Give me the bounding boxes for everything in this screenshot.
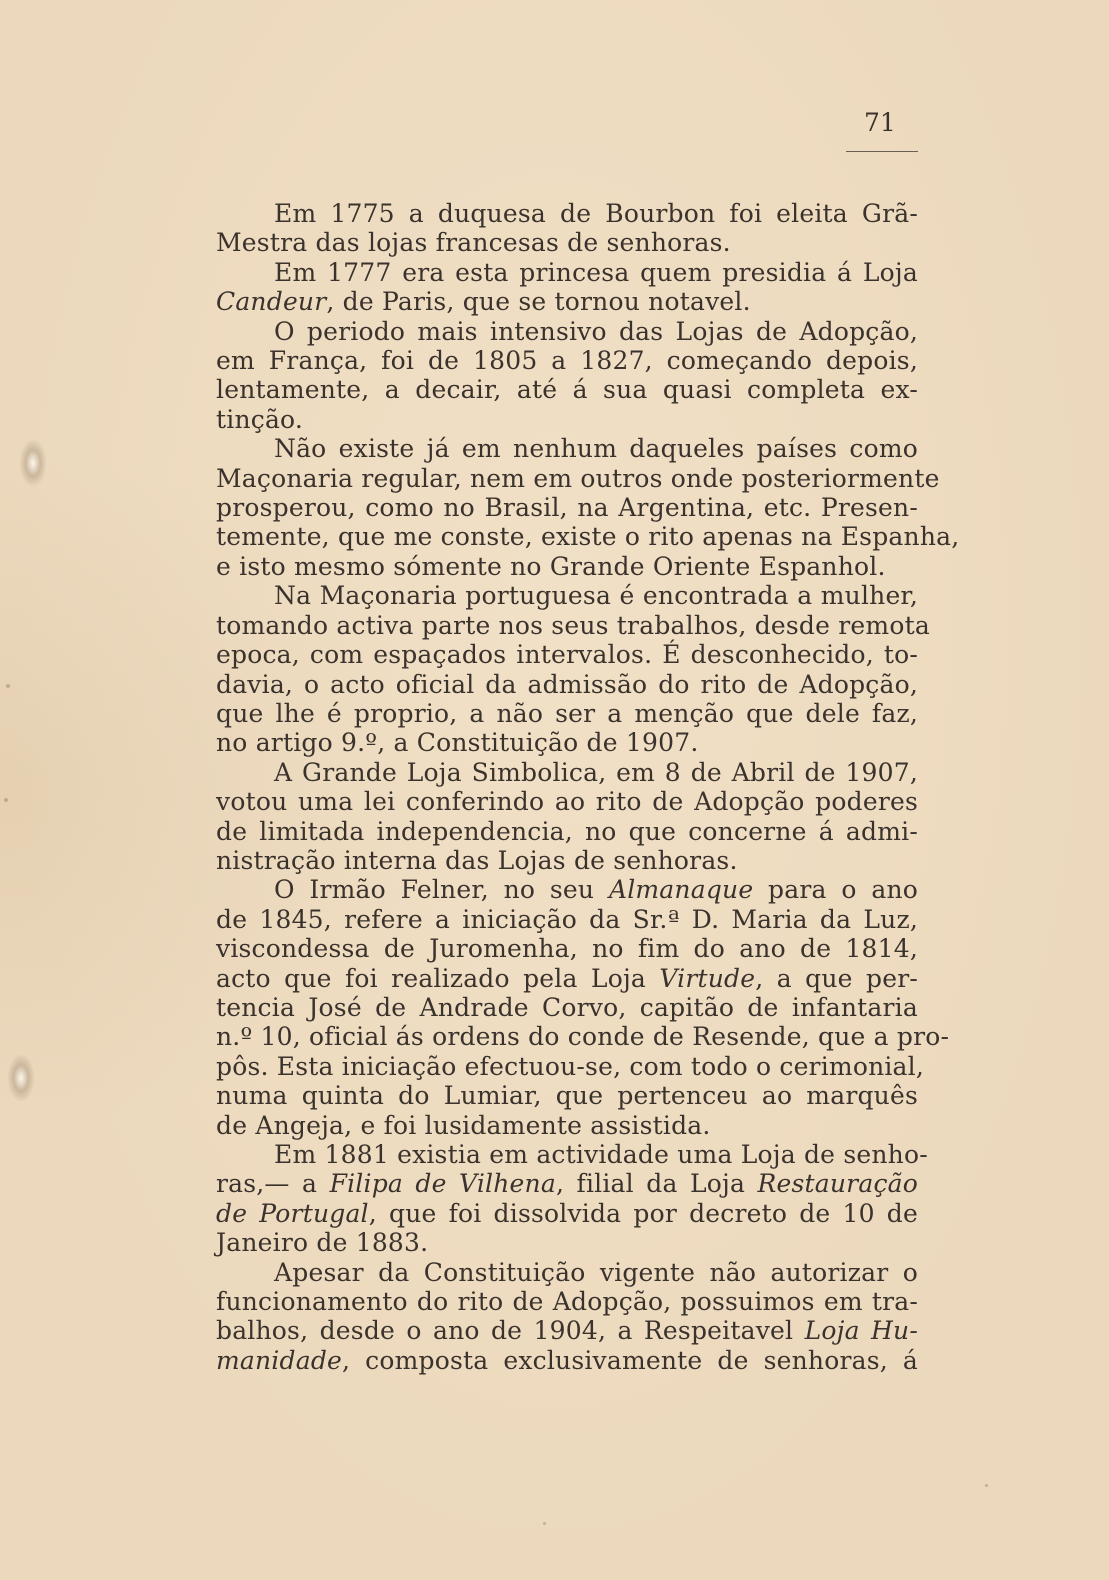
italic-title: manidade bbox=[216, 1345, 343, 1375]
text-line: funcionamento do rito de Adopção, possuimos em tra- bbox=[216, 1287, 918, 1317]
text-segment: ras,— a bbox=[216, 1169, 330, 1199]
body-text bbox=[158, 199, 960, 1375]
text-line: Em 1881 existia em actividade uma Loja de senho- bbox=[274, 1140, 928, 1169]
paragraph bbox=[158, 1140, 928, 1258]
text-line bbox=[158, 1316, 918, 1345]
italic-title: Virtude bbox=[659, 963, 756, 993]
text-line: epoca, com espaçados intervalos. É desconhecido, to- bbox=[216, 640, 918, 670]
paragraph bbox=[158, 875, 950, 1140]
page-number-rule bbox=[846, 151, 918, 152]
text-line: tomando activa parte nos seus trabalhos, desde remota bbox=[216, 610, 930, 640]
text-line: tinção. bbox=[216, 404, 304, 434]
text-line bbox=[158, 1169, 918, 1198]
italic-title: Almanaque bbox=[608, 875, 754, 905]
text-line: A Grande Loja Simbolica, em 8 de Abril de 1907, bbox=[274, 757, 918, 787]
text-line bbox=[158, 1346, 918, 1375]
text-line: de 1845, refere a iniciação da Sr.ª D. Maria da Luz, bbox=[216, 904, 918, 934]
text-line: Janeiro de 1883. bbox=[216, 1228, 429, 1258]
text-line: tencia José de Andrade Corvo, capitão de infantaria bbox=[216, 992, 918, 1022]
text-segment: acto que foi realizado pela Loja bbox=[216, 963, 660, 993]
paragraph bbox=[158, 317, 918, 435]
text-line: prosperou, como no Brasil, na Argentina, etc. Presen- bbox=[216, 493, 918, 523]
text-line: Em 1775 a duquesa de Bourbon foi eleita Grã- bbox=[274, 199, 918, 228]
text-line: O periodo mais intensivo das Lojas de Adopção, bbox=[274, 316, 918, 346]
text-line: no artigo 9.º, a Constituição de 1907. bbox=[216, 728, 699, 758]
text-segment: , de Paris, que se tornou notavel. bbox=[326, 287, 751, 317]
text-line: Apesar da Constituição vigente não autorizar o bbox=[274, 1257, 918, 1287]
text-segment: para o ano bbox=[753, 875, 918, 905]
text-line: nistração interna das Lojas de senhoras. bbox=[216, 845, 738, 875]
text-line: Mestra das lojas francesas de senhoras. bbox=[216, 228, 731, 258]
text-line: que lhe é proprio, a não ser a menção que dele faz, bbox=[216, 698, 918, 728]
text-line: votou uma lei conferindo ao rito de Adopção poderes bbox=[216, 787, 918, 817]
text-segment: , a que per- bbox=[755, 963, 918, 993]
text-line: Em 1777 era esta princesa quem presidia á Loja bbox=[274, 257, 918, 287]
text-line: numa quinta do Lumiar, que pertenceu ao marquês bbox=[216, 1081, 918, 1111]
text-line: de limitada independencia, no que concerne á admi- bbox=[216, 816, 918, 846]
text-line: Maçonaria regular, nem em outros onde posteriormente bbox=[216, 463, 940, 493]
text-segment: , filial da Loja bbox=[555, 1169, 758, 1199]
text-line bbox=[158, 964, 918, 993]
paper-speck bbox=[4, 798, 8, 802]
paragraph bbox=[158, 258, 918, 317]
text-line: de Angeja, e foi lusidamente assistida. bbox=[216, 1110, 711, 1140]
edge-stain-mark bbox=[8, 1055, 34, 1101]
text-line bbox=[158, 1199, 918, 1228]
italic-title: de Portugal bbox=[216, 1198, 369, 1228]
italic-title: Filipa de Vilhena bbox=[329, 1169, 556, 1199]
text-line: davia, o acto oficial da admissão do rito de Adopção, bbox=[216, 669, 918, 699]
paragraph bbox=[158, 758, 918, 876]
edge-stain-mark bbox=[20, 440, 46, 486]
text-segment: O Irmão Felner, no seu bbox=[274, 875, 609, 905]
text-segment: , que foi dissolvida por decreto de 10 de bbox=[368, 1198, 918, 1228]
italic-title: Candeur bbox=[216, 287, 327, 317]
italic-title: Restauração bbox=[757, 1169, 918, 1199]
text-segment: , composta exclusivamente de senhoras, á bbox=[342, 1345, 918, 1375]
text-line: viscondessa de Juromenha, no fim do ano de 1814, bbox=[216, 934, 918, 964]
text-line: pôs. Esta iniciação efectuou-se, com todo o cerimonial, bbox=[216, 1051, 925, 1081]
text-line: em França, foi de 1805 a 1827, começando depois, bbox=[216, 346, 918, 376]
italic-title: Loja Hu- bbox=[804, 1316, 918, 1346]
text-line: Na Maçonaria portuguesa é encontrada a mulher, bbox=[274, 581, 918, 611]
text-segment: balhos, desde o ano de 1904, a Respeitavel bbox=[216, 1316, 805, 1346]
text-line: lentamente, a decair, até á sua quasi completa ex- bbox=[216, 375, 918, 405]
text-line: n.º 10, oficial ás ordens do conde de Resende, que a pro- bbox=[216, 1022, 950, 1052]
text-line: Não existe já em nenhum daqueles países como bbox=[274, 434, 918, 464]
text-line: temente, que me conste, existe o rito apenas na Espanha, bbox=[216, 522, 960, 552]
paragraph bbox=[158, 581, 930, 758]
paper-speck bbox=[985, 1484, 988, 1487]
paper-speck bbox=[6, 684, 10, 688]
paragraph bbox=[158, 199, 918, 258]
paper-speck bbox=[543, 1522, 546, 1525]
text-line bbox=[158, 287, 918, 316]
paragraph bbox=[158, 434, 960, 581]
paragraph bbox=[158, 1258, 918, 1376]
text-line: e isto mesmo sómente no Grande Oriente Espanhol. bbox=[216, 551, 886, 581]
text-line bbox=[158, 875, 918, 904]
page-number: 71 bbox=[864, 108, 896, 137]
